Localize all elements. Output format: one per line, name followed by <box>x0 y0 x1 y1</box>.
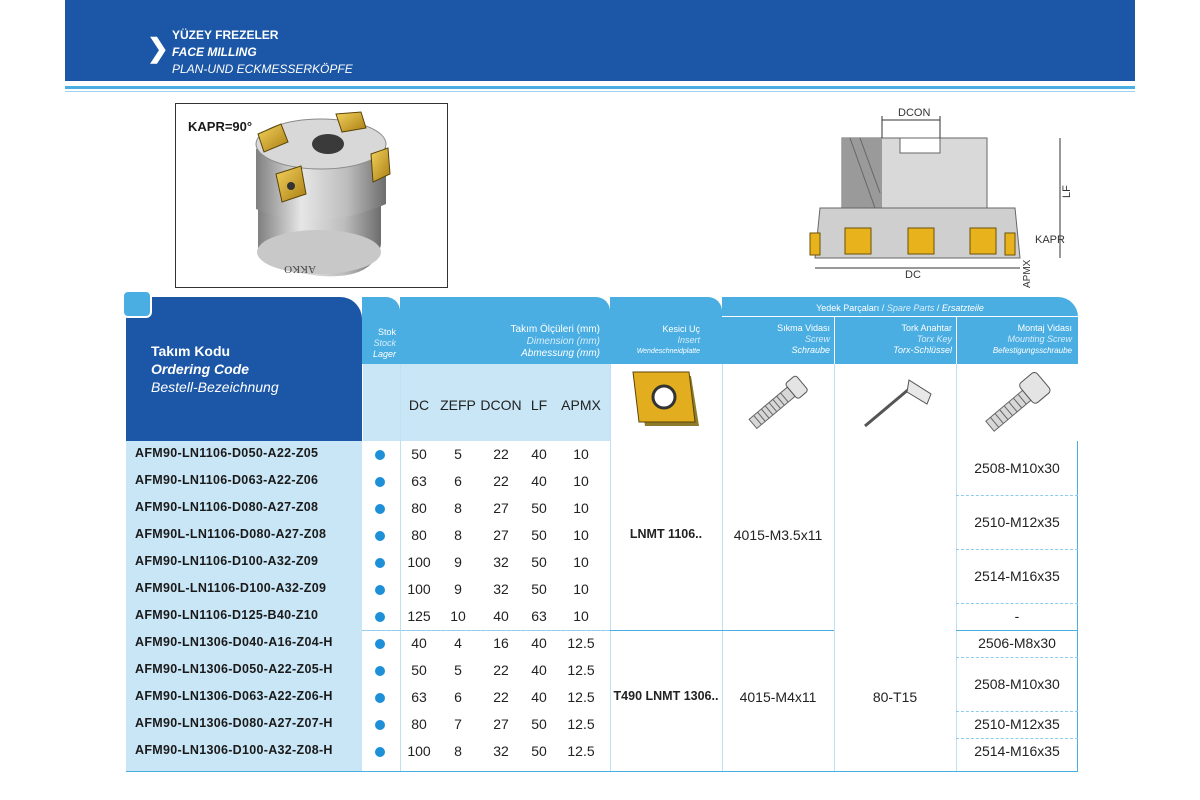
insert-icon <box>611 364 723 441</box>
cell-dc: 63 <box>411 473 427 489</box>
cell-zefp: 4 <box>454 635 462 651</box>
cell-dcon: 22 <box>493 662 509 678</box>
screw-icon <box>723 364 835 441</box>
header-banner <box>65 0 1135 81</box>
mounting-de: Befestigungsschraube <box>992 346 1072 355</box>
cell-lf: 40 <box>531 446 547 462</box>
insert-image-cell <box>610 364 722 441</box>
cell-apmx: 12.5 <box>567 689 595 705</box>
ordering-code: AFM90-LN1306-D063-A22-Z06-H <box>135 689 333 703</box>
mounting-divider <box>956 549 1078 550</box>
mounting-image-cell <box>956 364 1078 441</box>
table-row <box>126 630 1078 657</box>
ordering-code: AFM90-LN1106-D080-A27-Z08 <box>135 500 319 514</box>
stock-indicator <box>375 639 385 649</box>
section-title-de: PLAN-UND ECKMESSERKÖPFE <box>172 62 353 76</box>
torx-en: Torx Key <box>916 334 952 344</box>
table-row <box>126 738 1078 765</box>
cell-lf: 63 <box>531 608 547 624</box>
screw-de: Schraube <box>791 345 830 355</box>
banner-divider-thin <box>65 91 1135 92</box>
stock-indicator <box>375 531 385 541</box>
mounting-code: 2510-M12x35 <box>974 514 1060 530</box>
kapr-label: KAPR=90° <box>188 119 253 134</box>
kapr-dim-label: KAPR <box>1035 234 1065 246</box>
table-row <box>126 549 1078 576</box>
cell-zefp: 5 <box>454 662 462 678</box>
chevron-right-icon: ❯ <box>147 33 169 63</box>
ordering-code-tr: Takım Kodu <box>151 343 231 359</box>
cell-dcon: 32 <box>493 743 509 759</box>
insert-code: LNMT 1106.. <box>629 527 703 541</box>
table-row <box>126 522 1078 549</box>
cell-dcon: 22 <box>493 473 509 489</box>
spare-sep-2 <box>956 316 957 364</box>
torx-code: 80-T15 <box>872 689 918 705</box>
cell-dc: 80 <box>411 500 427 516</box>
table-row <box>126 495 1078 522</box>
col-zefp: ZEFP <box>440 397 476 413</box>
table-row <box>126 711 1078 738</box>
torx-image-cell <box>834 364 956 441</box>
face-mill-image <box>176 104 449 289</box>
stock-header <box>362 297 400 364</box>
screw-code: 4015-M4x11 <box>739 689 817 705</box>
lf-label: LF <box>1061 185 1073 198</box>
cell-dc: 100 <box>407 554 431 570</box>
table-bottom-line <box>126 771 1078 772</box>
cell-zefp: 8 <box>454 500 462 516</box>
screw-tr: Sıkma Vidası <box>777 323 830 333</box>
spare-parts-title: Yedek Parçaları / Spare Parts / Ersatzteile <box>816 303 984 313</box>
cell-zefp: 7 <box>454 716 462 732</box>
insert-header <box>610 297 722 364</box>
table-row <box>126 603 1078 630</box>
cell-lf: 50 <box>531 743 547 759</box>
cell-apmx: 10 <box>573 527 589 543</box>
table-row <box>126 657 1078 684</box>
mounting-code: - <box>1014 608 1020 624</box>
cell-dcon: 27 <box>493 527 509 543</box>
stock-indicator <box>375 747 385 757</box>
cell-apmx: 10 <box>573 581 589 597</box>
mounting-code: 2506-M8x30 <box>978 635 1056 651</box>
cell-lf: 50 <box>531 554 547 570</box>
stock-en: Stock <box>373 338 396 348</box>
stock-indicator <box>375 720 385 730</box>
cell-zefp: 8 <box>454 527 462 543</box>
cell-apmx: 10 <box>573 608 589 624</box>
col-lf: LF <box>530 397 548 413</box>
cell-dcon: 22 <box>493 446 509 462</box>
cell-lf: 50 <box>531 716 547 732</box>
mounting-code: 2514-M16x35 <box>974 568 1060 584</box>
ordering-code-en: Ordering Code <box>151 361 250 377</box>
stock-indicator <box>375 612 385 622</box>
cell-dc: 100 <box>407 743 431 759</box>
cell-apmx: 12.5 <box>567 716 595 732</box>
col-dc: DC <box>408 397 430 413</box>
dimensions-tr: Takım Ölçüleri (mm) <box>510 324 600 335</box>
cell-dcon: 27 <box>493 500 509 516</box>
mounting-divider <box>956 657 1078 658</box>
stock-de: Lager <box>372 349 396 359</box>
mounting-tr: Montaj Vidası <box>1017 323 1072 333</box>
cell-dcon: 32 <box>493 581 509 597</box>
banner-divider <box>65 86 1135 89</box>
torx-tr: Tork Anahtar <box>901 323 952 333</box>
cell-lf: 40 <box>531 689 547 705</box>
table-row <box>126 441 1078 468</box>
cell-apmx: 12.5 <box>567 743 595 759</box>
cell-dc: 80 <box>411 527 427 543</box>
cell-zefp: 5 <box>454 446 462 462</box>
mounting-code: 2510-M12x35 <box>974 716 1060 732</box>
spare-divider <box>722 316 1078 317</box>
screw-image-cell <box>722 364 834 441</box>
torx-key-icon <box>835 364 957 441</box>
cell-dcon: 22 <box>493 689 509 705</box>
stock-indicator <box>375 666 385 676</box>
cell-zefp: 6 <box>454 689 462 705</box>
ordering-code: AFM90L-LN1106-D100-A32-Z09 <box>135 581 327 595</box>
cell-dc: 50 <box>411 446 427 462</box>
insert-code: T490 LNMT 1306.. <box>613 689 719 703</box>
stock-indicator <box>375 693 385 703</box>
technical-drawing <box>790 98 1090 298</box>
mounting-code: 2508-M10x30 <box>974 676 1060 692</box>
mounting-divider <box>956 711 1078 712</box>
ordering-code: AFM90-LN1306-D050-A22-Z05-H <box>135 662 333 676</box>
cell-zefp: 9 <box>454 554 462 570</box>
ordering-code: AFM90-LN1306-D080-A27-Z07-H <box>135 716 333 730</box>
spare-parts-header <box>722 297 1078 364</box>
mounting-divider <box>956 630 1078 631</box>
cell-dc: 63 <box>411 689 427 705</box>
stock-tr: Stok <box>377 327 396 337</box>
cell-lf: 40 <box>531 635 547 651</box>
screw-code: 4015-M3.5x11 <box>733 527 823 543</box>
mounting-divider <box>956 738 1078 739</box>
cell-dc: 100 <box>407 581 431 597</box>
col-dcon: DCON <box>480 397 522 413</box>
cell-apmx: 12.5 <box>567 662 595 678</box>
cell-apmx: 10 <box>573 554 589 570</box>
ordering-code-header <box>126 297 362 441</box>
stock-subheader <box>362 364 400 441</box>
mounting-screw-icon <box>957 364 1079 441</box>
col-apmx: APMX <box>561 397 601 413</box>
cell-lf: 50 <box>531 527 547 543</box>
brand-mark: AKKO <box>284 263 316 275</box>
tab-icon <box>122 290 152 318</box>
cell-apmx: 10 <box>573 446 589 462</box>
cell-dc: 50 <box>411 662 427 678</box>
stock-indicator <box>375 504 385 514</box>
ordering-code-de: Bestell-Bezeichnung <box>151 379 279 395</box>
cell-apmx: 12.5 <box>567 635 595 651</box>
table-row <box>126 576 1078 603</box>
torx-de: Torx-Schlüssel <box>893 345 952 355</box>
mounting-code: 2514-M16x35 <box>974 743 1060 759</box>
mounting-divider <box>956 495 1078 496</box>
cell-dc: 80 <box>411 716 427 732</box>
cell-zefp: 9 <box>454 581 462 597</box>
insert-tr: Kesici Uç <box>662 324 700 334</box>
insert-de: Wendeschneidplatte <box>636 348 700 355</box>
section-title-tr: YÜZEY FREZELER <box>172 28 279 42</box>
cell-dcon: 16 <box>493 635 509 651</box>
stock-indicator <box>375 558 385 568</box>
table-row <box>126 468 1078 495</box>
cell-dcon: 27 <box>493 716 509 732</box>
cell-dc: 125 <box>407 608 431 624</box>
cell-zefp: 10 <box>450 608 466 624</box>
mounting-en: Mounting Screw <box>1007 334 1072 344</box>
cell-dc: 40 <box>411 635 427 651</box>
mounting-divider <box>956 603 1078 604</box>
ordering-code: AFM90-LN1306-D100-A32-Z08-H <box>135 743 333 757</box>
dimensions-de: Abmessung (mm) <box>521 348 600 359</box>
ordering-code: AFM90L-LN1106-D080-A27-Z08 <box>135 527 327 541</box>
screw-en: Screw <box>804 334 830 344</box>
stock-indicator <box>375 585 385 595</box>
cell-lf: 40 <box>531 473 547 489</box>
ordering-code: AFM90-LN1106-D125-B40-Z10 <box>135 608 319 622</box>
insert-en: Insert <box>677 335 700 345</box>
cell-lf: 50 <box>531 500 547 516</box>
ordering-code: AFM90-LN1106-D050-A22-Z05 <box>135 446 319 460</box>
cell-dcon: 32 <box>493 554 509 570</box>
ordering-code: AFM90-LN1106-D063-A22-Z06 <box>135 473 319 487</box>
dcon-label: DCON <box>898 107 931 119</box>
dimensions-en: Dimension (mm) <box>526 336 600 347</box>
cell-zefp: 6 <box>454 473 462 489</box>
ordering-code: AFM90-LN1106-D100-A32-Z09 <box>135 554 319 568</box>
cell-apmx: 10 <box>573 500 589 516</box>
cell-zefp: 8 <box>454 743 462 759</box>
stock-indicator <box>375 450 385 460</box>
apmx-label: APMX <box>1022 259 1033 288</box>
cell-apmx: 10 <box>573 473 589 489</box>
section-title-en: FACE MILLING <box>172 45 257 59</box>
mounting-code: 2508-M10x30 <box>974 460 1060 476</box>
cell-dcon: 40 <box>493 608 509 624</box>
product-photo <box>175 103 448 288</box>
cell-lf: 50 <box>531 581 547 597</box>
dimensions-header <box>400 297 610 364</box>
stock-indicator <box>375 477 385 487</box>
ordering-code: AFM90-LN1306-D040-A16-Z04-H <box>135 635 333 649</box>
cell-lf: 40 <box>531 662 547 678</box>
dc-label: DC <box>905 269 921 281</box>
spare-sep-1 <box>834 316 835 364</box>
